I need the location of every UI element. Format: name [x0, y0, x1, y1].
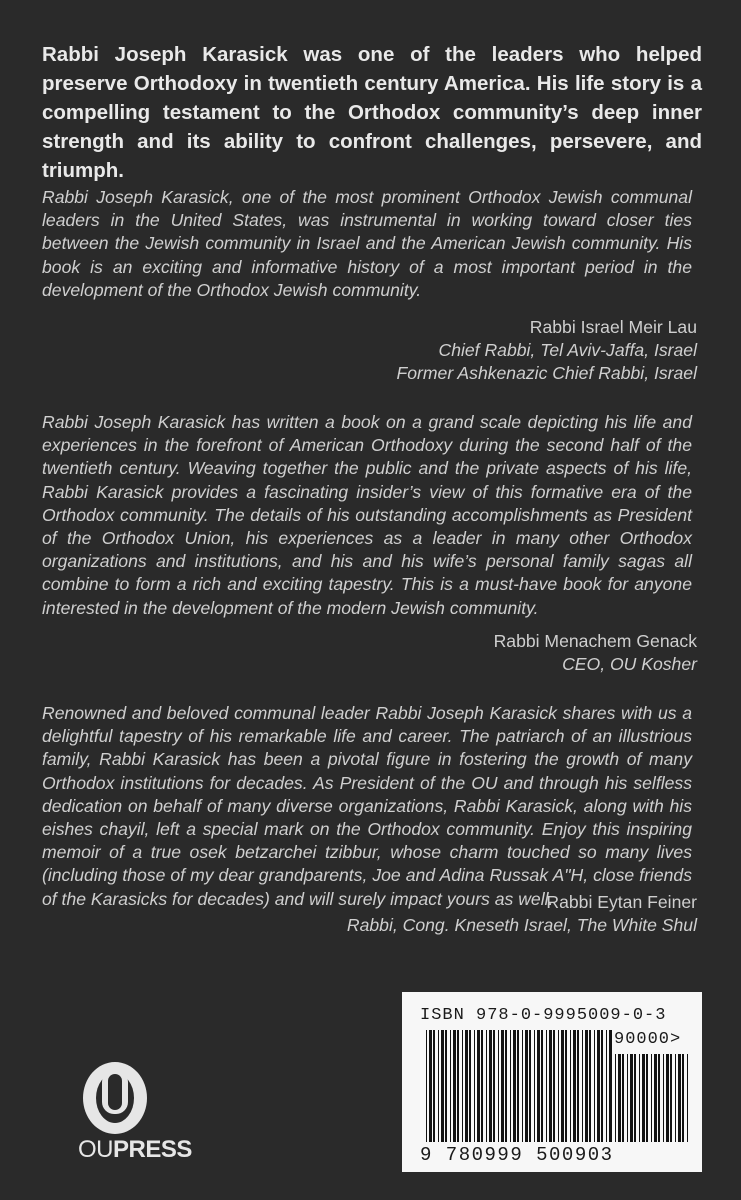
- barcode-bar: [663, 1054, 664, 1142]
- barcode-bar: [682, 1054, 684, 1142]
- barcode-bar: [627, 1054, 628, 1142]
- barcode-bar: [529, 1030, 531, 1142]
- barcode-bar: [426, 1030, 427, 1142]
- barcode-bar: [477, 1030, 480, 1142]
- publisher-name-light: OU: [78, 1136, 113, 1163]
- barcode-bar: [651, 1054, 652, 1142]
- endorser-name: Rabbi Israel Meir Lau: [529, 317, 697, 337]
- publisher-name-bold: PRESS: [113, 1136, 192, 1163]
- barcode-bar: [618, 1054, 621, 1142]
- barcode-bar: [678, 1054, 681, 1142]
- barcode-bar: [639, 1054, 640, 1142]
- endorsement-attribution: [347, 891, 697, 937]
- endorser-title: Former Ashkenazic Chief Rabbi, Israel: [396, 363, 697, 384]
- isbn-label: ISBN 978-0-9995009-0-3: [420, 1006, 667, 1025]
- intro-paragraph: Rabbi Joseph Karasick was one of the leaders who helped preserve Orthodoxy in twentieth century America. His life story is a compelling testament to the Orthodox community’s deep inner strength and its ability to confront challenges, persevere, and triumph.: [42, 43, 702, 182]
- barcode-bar: [537, 1030, 540, 1142]
- barcode-bar: [615, 1054, 616, 1142]
- barcode-bar: [510, 1030, 511, 1142]
- barcode-bar: [433, 1030, 435, 1142]
- barcode-bar: [517, 1030, 519, 1142]
- barcode-bar: [553, 1030, 555, 1142]
- barcode-digits: 9 780999 500903: [420, 1144, 614, 1166]
- endorsement-text: Rabbi Joseph Karasick, one of the most prominent Orthodox Jewish communal leaders in the United States, was instrumental in working toward closer ties between the Jewish community in Israel and the American Jewish community. His book is an exciting and informative history of a most important period in the development of the Orthodox Jewish community.: [42, 187, 692, 300]
- endorser-title: Rabbi, Cong. Kneseth Israel, The White Shul: [346, 915, 697, 936]
- barcode-bar: [658, 1054, 660, 1142]
- barcode-bar: [577, 1030, 579, 1142]
- isbn-barcode: [426, 1030, 612, 1142]
- barcode-bar: [675, 1054, 676, 1142]
- barcode-bar: [601, 1030, 603, 1142]
- barcode-bar: [606, 1030, 607, 1142]
- barcode-bar: [541, 1030, 543, 1142]
- endorser-name: Rabbi Eytan Feiner: [546, 892, 697, 912]
- barcode-bar: [501, 1030, 504, 1142]
- barcode-bar: [634, 1054, 636, 1142]
- endorser-name: Rabbi Menachem Genack: [493, 631, 697, 651]
- publisher-name: [78, 1136, 192, 1164]
- barcode-bar: [609, 1030, 612, 1142]
- barcode-bar: [450, 1030, 451, 1142]
- barcode-bar: [582, 1030, 583, 1142]
- barcode-bar: [481, 1030, 483, 1142]
- barcode-bar: [558, 1030, 559, 1142]
- barcode-bar: [642, 1054, 645, 1142]
- endorser-title: CEO, OU Kosher: [562, 654, 697, 675]
- barcode-bar: [594, 1030, 595, 1142]
- barcode-bar: [573, 1030, 576, 1142]
- barcode-bar: [522, 1030, 523, 1142]
- barcode-bar: [505, 1030, 507, 1142]
- barcode-bar: [654, 1054, 657, 1142]
- barcode-bar: [585, 1030, 588, 1142]
- barcode-bar: [453, 1030, 456, 1142]
- ou-logo-icon: [80, 1060, 150, 1136]
- barcode-bar: [445, 1030, 447, 1142]
- barcode-bar: [441, 1030, 444, 1142]
- barcode-bar: [561, 1030, 564, 1142]
- barcode-bar: [646, 1054, 648, 1142]
- barcode-bar: [513, 1030, 516, 1142]
- barcode-bar: [597, 1030, 600, 1142]
- barcode-bar: [486, 1030, 487, 1142]
- barcode-bar: [630, 1054, 633, 1142]
- barcode-bar: [469, 1030, 471, 1142]
- barcode-bar: [525, 1030, 528, 1142]
- barcode-bar: [462, 1030, 463, 1142]
- barcode-bar: [589, 1030, 591, 1142]
- barcode-bar: [622, 1054, 624, 1142]
- barcode-bar: [498, 1030, 499, 1142]
- price-code: 90000>: [614, 1030, 682, 1049]
- endorser-title: Chief Rabbi, Tel Aviv-Jaffa, Israel: [438, 340, 697, 361]
- barcode-bar: [465, 1030, 468, 1142]
- barcode-bar: [549, 1030, 552, 1142]
- endorsement-attribution: [396, 316, 697, 386]
- barcode-bar: [666, 1054, 669, 1142]
- price-barcode: [615, 1054, 691, 1142]
- barcode-bar: [670, 1054, 672, 1142]
- barcode-bar: [438, 1030, 439, 1142]
- barcode-bar: [457, 1030, 459, 1142]
- barcode-area: [402, 992, 702, 1172]
- barcode-bar: [474, 1030, 475, 1142]
- endorsement-text: Rabbi Joseph Karasick has written a book on a grand scale depicting his life and experiences in the forefront of American Orthodoxy during the second half of the twentieth century. Weaving together the public and the private aspects of his life, Rabbi Karasick provides a fascinating insider’s view of this formative era of the Orthodox community. The details of his outstanding accomplishments as President of the Orthodox Union, his experiences as a leader in many other Orthodox organizations and institutions, and his and his wife’s personal family sagas all combine to form a rich and exciting tapestry. This is a must-have book for anyone interested in the development of the modern Jewish community.: [42, 412, 692, 618]
- barcode-bar: [493, 1030, 495, 1142]
- barcode-bar: [687, 1054, 688, 1142]
- endorsement-attribution: [494, 630, 697, 676]
- barcode-bar: [546, 1030, 547, 1142]
- barcode-bar: [489, 1030, 492, 1142]
- endorsement-text: Renowned and beloved communal leader Rabbi Joseph Karasick shares with us a delightful tapestry of his remarkable life and career. The patriarch of an illustrious family, Rabbi Karasick has been a pivotal figure in fostering the growth of many Orthodox institutions for decades. As President of the OU and through his selfless dedication on behalf of many diverse organizations, Rabbi Karasick, along with his eishes chayil, left a special mark on the Orthodox community. Enjoy this inspiring memoir of a true osek betzarchei tzibbur, whose charm touched so many lives (including those of my dear grandparents, Joe and Adina Russak A"H, close friends of the Karasicks for decades) and will surely impact yours as well.: [42, 703, 692, 909]
- barcode-bar: [570, 1030, 571, 1142]
- barcode-bar: [429, 1030, 432, 1142]
- barcode-bar: [565, 1030, 567, 1142]
- barcode-bar: [534, 1030, 535, 1142]
